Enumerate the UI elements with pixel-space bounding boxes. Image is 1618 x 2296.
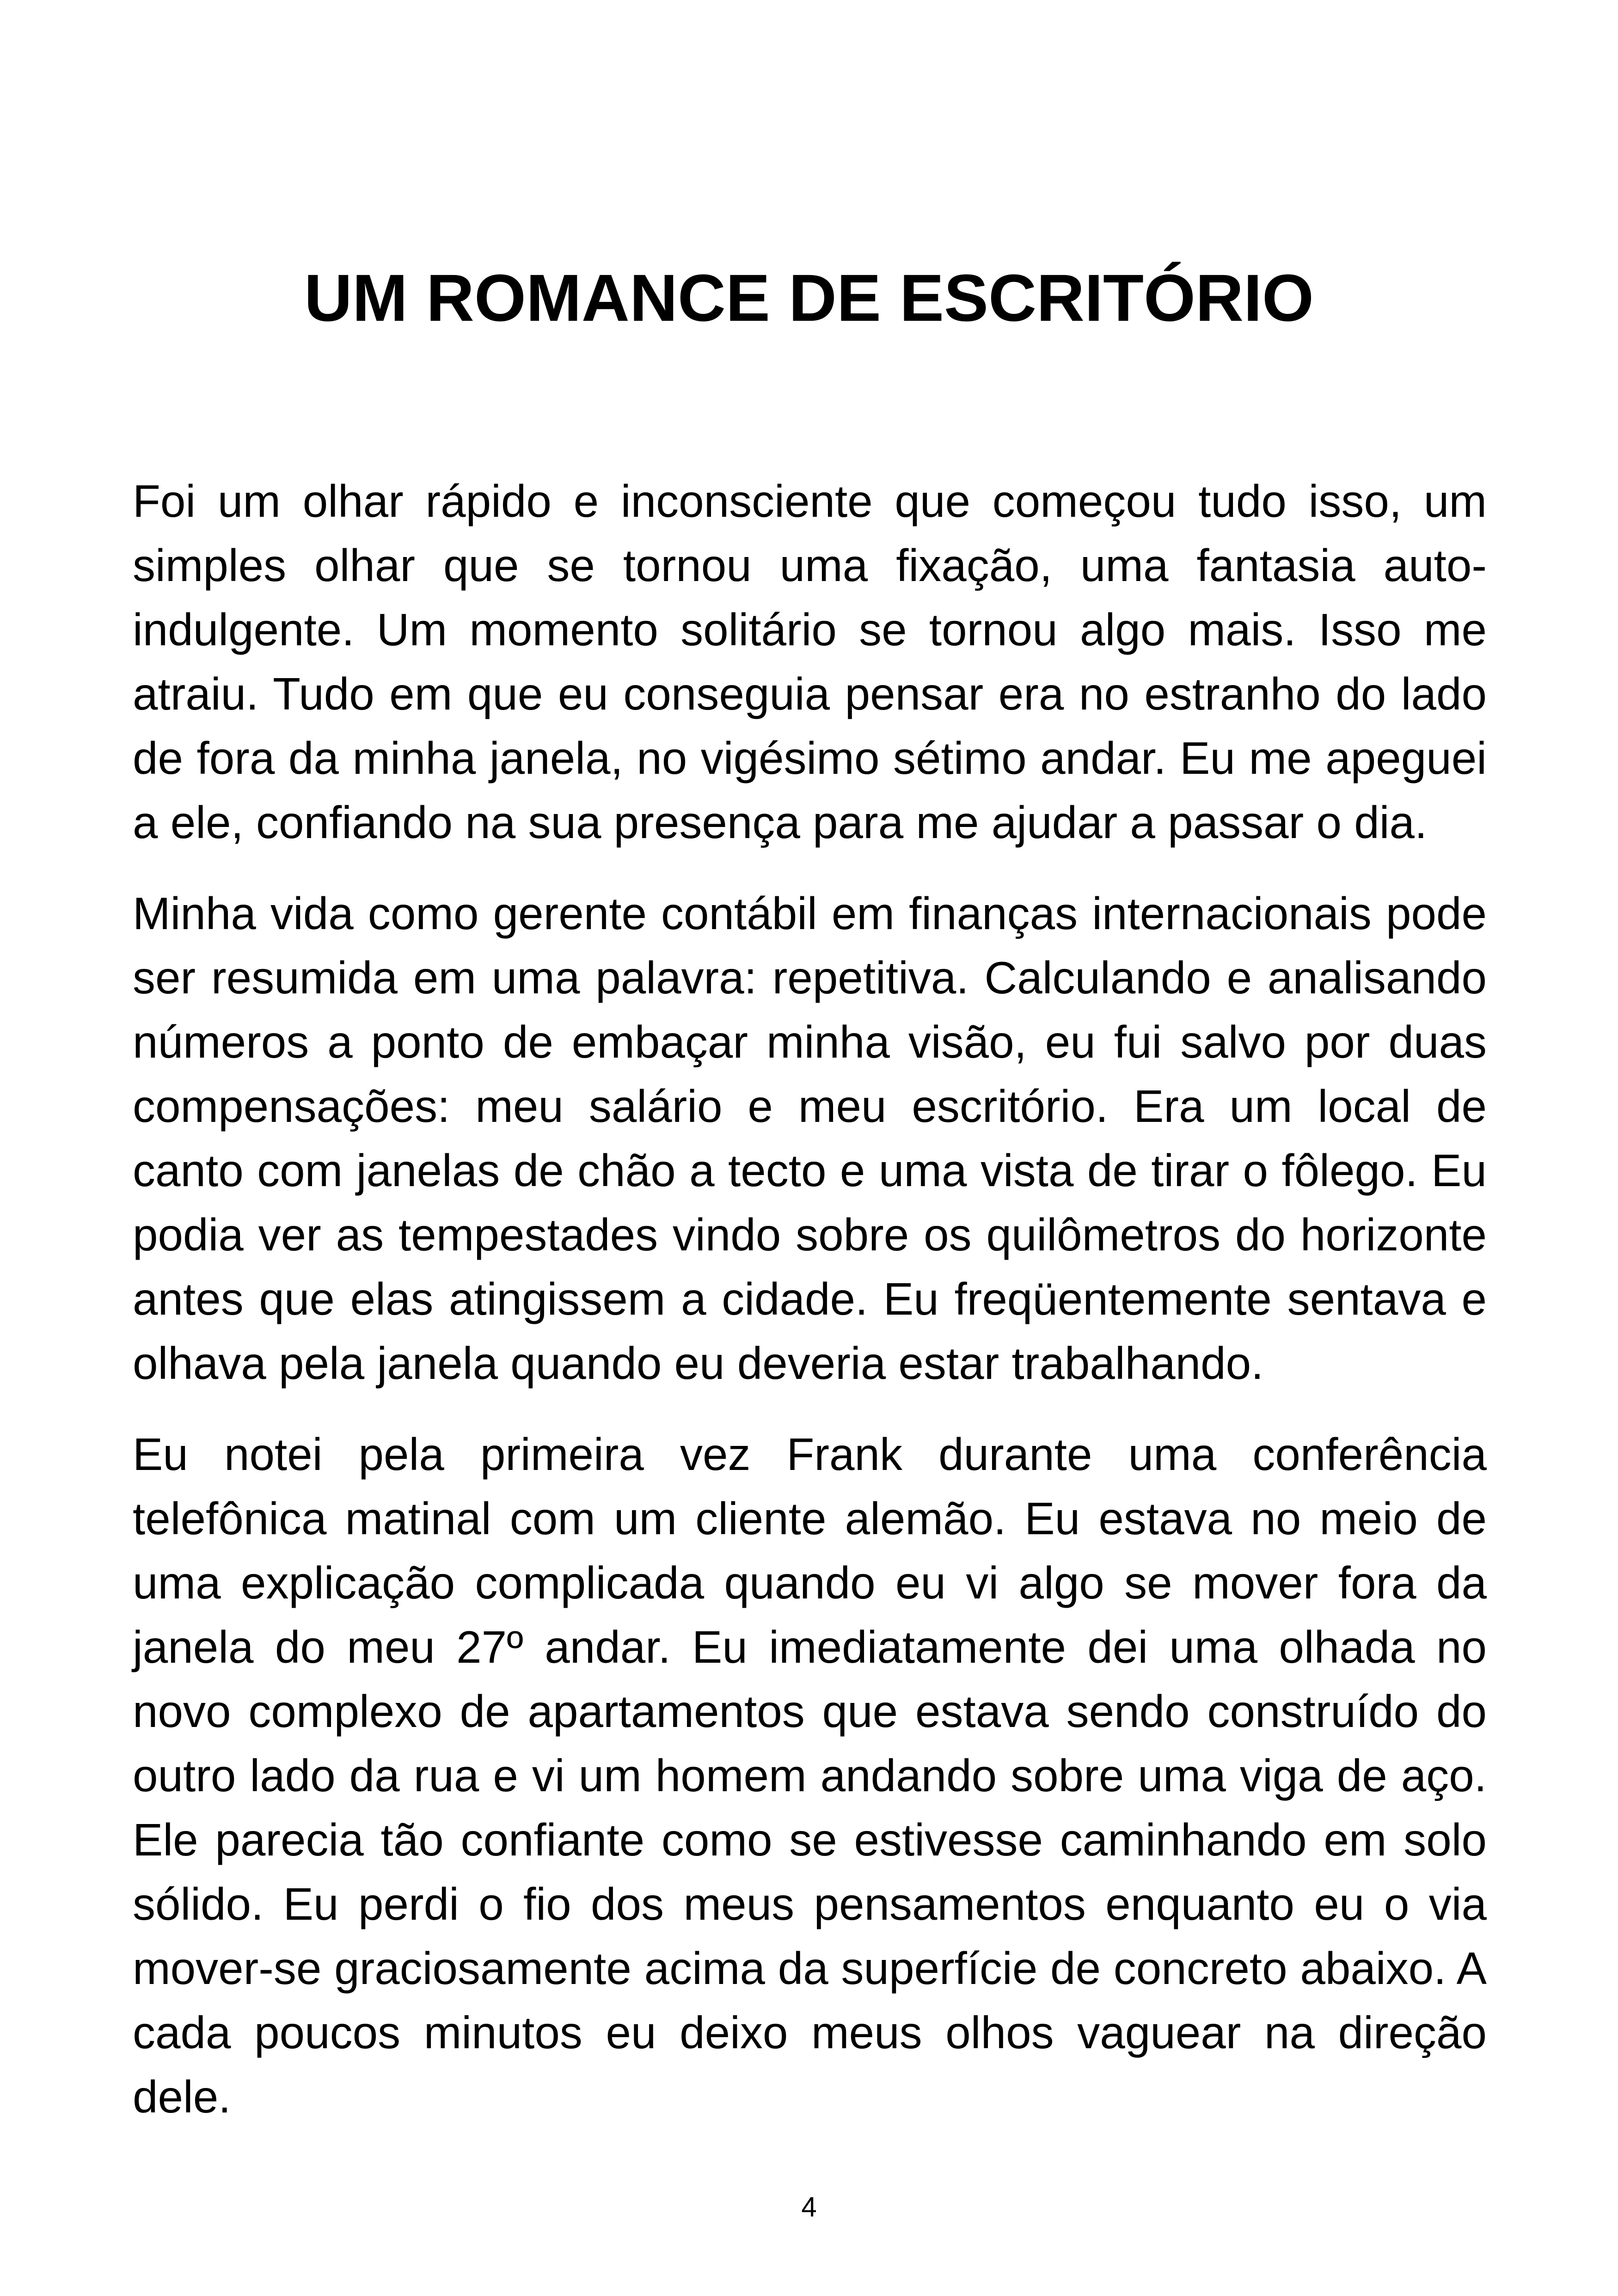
chapter-title: UM ROMANCE DE ESCRITÓRIO	[304, 261, 1314, 335]
page-number: 4	[801, 2192, 817, 2223]
paragraph-2: Minha vida como gerente contábil em finanças internacionais pode ser resumida em uma palavra: repetitiva. Calculando e analisando números a ponto de embaçar minha visão, eu fui salvo por duas compensações: meu salário e meu escritório. Era um local de canto com janelas de chão a tecto e uma vista de tirar o fôlego. Eu podia ver as tempestades vindo sobre os quilômetros do horizonte antes que elas atingissem a cidade. Eu freqüentemente sentava e olhava pela janela quando eu deveria estar trabalhando.	[133, 888, 1487, 1389]
body-text	[133, 469, 1487, 2156]
paragraph-1: Foi um olhar rápido e inconsciente que começou tudo isso, um simples olhar que se tornou uma fixação, uma fantasia auto-indulgente. Um momento solitário se tornou algo mais. Isso me atraiu. Tudo em que eu conseguia pensar era no estranho do lado de fora da minha janela, no vigésimo sétimo andar. Eu me apeguei a ele, confiando na sua presença para me ajudar a passar o dia.	[133, 476, 1487, 848]
paragraph-3: Eu notei pela primeira vez Frank durante uma conferência telefônica matinal com um cliente alemão. Eu estava no meio de uma explicação complicada quando eu vi algo se mover fora da janela do meu 27º andar. Eu imediatamente dei uma olhada no novo complexo de apartamentos que estava sendo construído do outro lado da rua e vi um homem andando sobre uma viga de aço. Ele parecia tão confiante como se estivesse caminhando em solo sólido. Eu perdi o fio dos meus pensamentos enquanto eu o via mover-se graciosamente acima da superfície de concreto abaixo. A cada poucos minutos eu deixo meus olhos vaguear na direção dele.	[133, 1429, 1487, 2122]
